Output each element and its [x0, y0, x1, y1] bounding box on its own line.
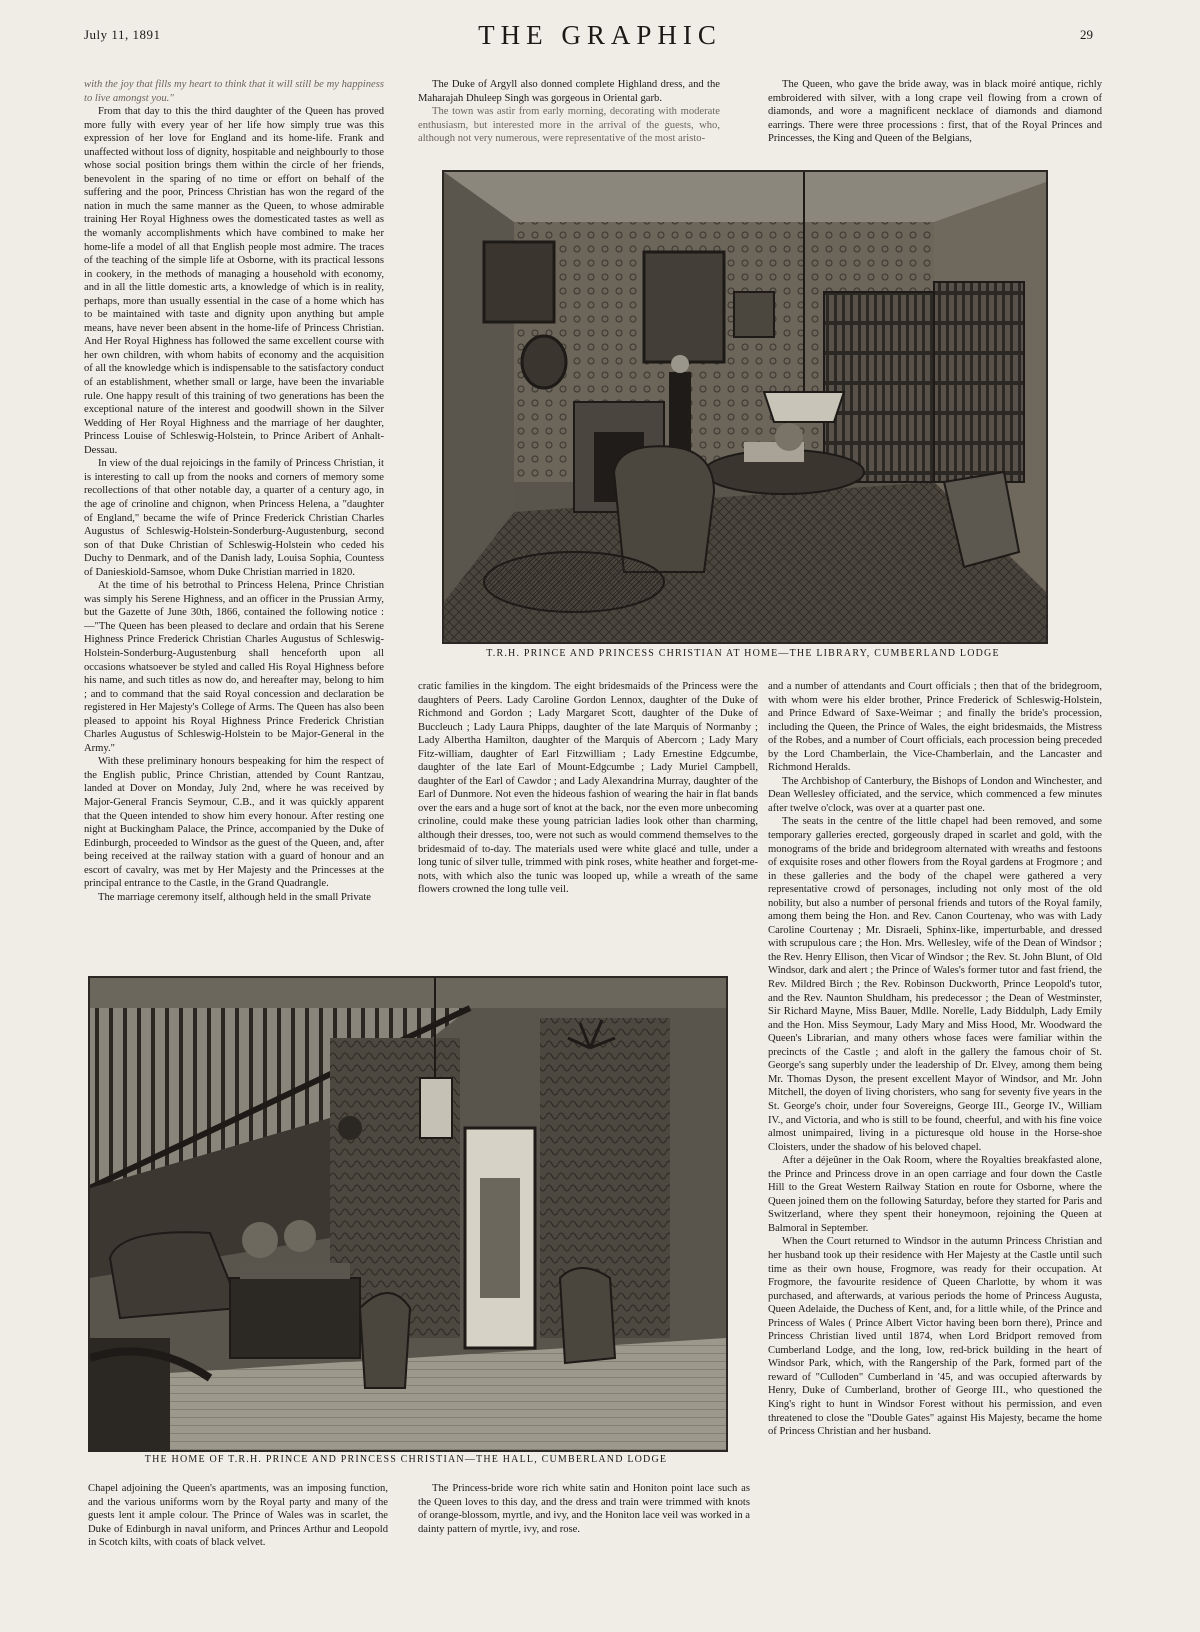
paragraph: Chapel adjoining the Queen's apartments, was an imposing function, and the various uniforms worn by the Royal party and many of the guests lent it ample colour. The Prince of Wales was in scarlet, the Duke of Edinburgh in naval uniform, and Princes Arthur and Leopold in Scotch kilts, with coats of black velvet.: [88, 1483, 388, 1549]
paragraph: The Princess-bride wore rich white satin and Honiton point lace such as the Queen loves to this day, and the dress and train were trimmed with knots of orange-blossom, myrtle, and ivy, and the Honiton lace veil was worked in a dainty pattern of myrtle, ivy, and rose.: [418, 1483, 750, 1535]
page-number: 29: [1080, 27, 1093, 42]
paragraph: From that day to this the third daughter of the Queen has proved more fully with every year of her life how simply true was this expression of her love for England and its home-life. Frank and unaffected without loss of dignity, hospitable and neighbourly to those whose social position brings them within the circle of her friends, benevolent in the sparing of no time or effort on behalf of the suffering and the poor, Princess Christian has won the regard of the nation in much the same manner as the Queen, to whose admirable training Her Royal Highness owes the domesticated tastes as well as the womanly accomplishments which have combined to make her home-life a model of all that English people most admire. The traces of the teaching of the simple life at Osborne, with its practical lessons in cookery, in the methods of managing a household with economy, and in all the little domestic arts, a knowledge of which is in reality, perhaps, more than usually essential in the case of a home which has to be maintained with taste and dignity upon anything but ample means, have never been absent in the home-life of Princess Christian. And Her Royal Highness has followed the same excellent course with her own children, with whom habits of economy and the acquisition of all the knowledge which is indispensable to the satisfactory conduct of an establishment, whether small or large, have been the invariable rule. One happy result of this training of two generations has been the exceptional nature of the interest and goodwill shown in the Silver Wedding of Her Royal Highness and the marriage of her daughter, Princess Louise of Schleswig-Holstein, to Prince Aribert of Anhalt-Dessau.: [84, 106, 384, 456]
paragraph: with the joy that fills my heart to think that it will still be my happiness to live amongst you.": [84, 79, 384, 104]
library-caption: T.R.H. PRINCE AND PRINCESS CHRISTIAN AT HOME—THE LIBRARY, CUMBERLAND LODGE: [486, 648, 1000, 659]
paragraph: The Duke of Argyll also donned complete Highland dress, and the Maharajah Dhuleep Singh was gorgeous in Oriental garb.: [418, 79, 720, 104]
publication-title: THE GRAPHIC: [478, 20, 722, 50]
column-3-text: [768, 680, 1102, 1560]
paragraph: The Queen, who gave the bride away, was in black moiré antique, richly embroidered with silver, with a long crape veil flowing from a crown of diamonds, and wore a magnificent necklace of diamonds and diamond earrings. There were three processions : first, that of the Royal Princes and Princesses, the King and Queen of the Belgians,: [768, 79, 1102, 144]
paragraph: cratic families in the kingdom. The eight bridesmaids of the Princess were the daughters of Peers. Lady Caroline Gordon Lennox, daughter of the Duke of Richmond and Gordon ; Lady Margaret Scott, daughter of the Duke of Buccleuch ; Lady Laura Phipps, daughter of the late Marquis of Normanby ; Lady Albertha Hamilton, daughter of the Marquis of Abercorn ; Lady Mary Fitz-william, daughter of Earl Fitzwilliam ; Lady Ernestine Edgcumbe, daughter of the late Earl of Mount-Edgcumbe ; Lady Muriel Campbell, daughter of the Earl of Cawdor ; and Lady Alexandrina Murray, daughter of the Earl of Dunmore. Not even the hideous fashion of wearing the hair in flat bands over the ears and a huge sort of knot at the back, nor the even more unbecoming crinoline, could make these young patrician ladies look other than charming, although their dresses, too, were not such as would commend themselves to the bridesmaid of to-day. The materials used were white glacé and tulle, under a long tunic of silver tulle, trimmed with pink roses, white heather and forget-me-nots, with which also the tunic was looped up, while a wreath of the same flowers crowned the long tulle veil.: [418, 681, 758, 896]
masthead: [0, 0, 1200, 60]
library-engraving: [442, 170, 1048, 644]
paragraph: With these preliminary honours bespeaking for him the respect of the English public, Prince Christian, attended by Count Rantzau, landed at Dover on Monday, July 2nd, where he was received by Major-General Francis Seymour, C.B., and it was quickly apparent that the Queen intended to show him every honour. After resting one night at Buckingham Palace, the Prince, accompanied by the Duke of Edinburgh, proceeded to Windsor as the guest of the Queen, and, after being received at the railway station with a guard of honour and an escort of cavalry, was met by Her Majesty and the Princesses at the principal entrance to the Castle, in the Grand Quadrangle.: [84, 756, 384, 890]
library-illustration: [444, 172, 1046, 642]
paragraph: At the time of his betrothal to Princess Helena, Prince Christian was simply his Serene Highness, and an officer in the Prussian Army, but the Gazette of June 30th, 1866, contained the following notice :—"The Queen has been pleased to declare and ordain that his Serene Highness Prince Frederick Christian Charles Augustus of Schleswig-Holstein-Sonderburg-Augustenburg shall henceforth upon all occasions whatsoever be styled and called His Royal Highness before his name, and such titles as now do, and hereafter may, belong to him ; and to command that the said Royal concession and declaration be registered in Her Majesty's College of Arms. The Queen has also been pleased to appoint his Royal Highness Prince Frederick Christian Charles Augustus of Schleswig-Holstein to be Major-General in the Army.": [84, 580, 384, 754]
column-2-top-text: [418, 78, 720, 144]
paragraph: and a number of attendants and Court officials ; then that of the bridegroom, with whom were his elder brother, Prince Frederick of Schleswig-Holstein, and Prince Edward of Saxe-Weimar ; and finally the bride's procession, including the Queen, the Prince of Wales, the eight bridesmaids, the Mistress of the Robes, and a number of Court officials, each procession being preceded by the Lord Chamberlain, the Vice-Chamberlain, and the Lancaster and Richmond Heralds.: [768, 681, 1102, 774]
paragraph: In view of the dual rejoicings in the family of Princess Christian, it is interesting to call up from the nooks and corners of memory some recollections of that other notable day, a quarter of a century ago, in the age of crinoline and chignon, when Princess Helena, a "daughter of England," became the wife of Prince Frederick Christian Charles Augustus of Schleswig-Holstein-Sonderburg-Augustenburg, second son of that Duke Christian of Schleswig-Holstein who ceded his Duchy to Denmark, and of the Danish lady, Louisa Sophia, Countess of Danieskiold-Samsoe, whom Duke Christian married in 1820.: [84, 458, 384, 578]
column-2-bottom-text: [418, 1482, 750, 1572]
hall-caption: THE HOME OF T.R.H. PRINCE AND PRINCESS CHRISTIAN—THE HALL, CUMBERLAND LODGE: [144, 1454, 668, 1465]
paragraph: After a déjeûner in the Oak Room, where the Royalties breakfasted alone, the Prince and Princess drove in an open carriage and four down the Castle Hill to the Great Western Railway Station en route for Osborne, where the Queen joined them on the following Saturday, before they started for Paris and Switzerland, where they spent their honeymoon, rejoining the Queen at Balmoral in September.: [768, 1155, 1102, 1234]
paragraph: The seats in the centre of the little chapel had been removed, and some temporary galleries erected, gorgeously draped in scarlet and gold, with the monograms of the bride and bridegroom alternated with wreaths and festoons of exquisite roses and other flowers from the Royal gardens at Frogmore ; and in these galleries and the body of the chapel were gathered a very representative crowd of personages, including not only most of the old nobility, but also a number of personal friends and tutors of the Royal family, among them being the Hon. and Rev. Canon Courtenay, who was with Lady Caroline Courtenay ; Mr. Disraeli, Sphinx-like, imperturbable, and dressed with scrupulous care ; the Hon. Mrs. Wellesley, wife of the Dean of Windsor ; the Rev. Henry Ellison, then Vicar of Windsor ; the Rev. St. John Blunt, of Old Windsor, dark and alert ; the Prince of Wales's former tutor and fast friend, the Rev. Mildred Birch ; the Rev. Robinson Duckworth, Prince Leopold's tutor, and the Rev. Naunton Shuldham, his predecessor ; the Dean of Westminster, Sir Richard Mayne, Miss Bauer, Mdlle. Norelle, Lady Biddulph, Lady Emily and the Hon. Miss Seymour, Lady Mary and Miss Hood, Mr. Woodward the Queen's Librarian, and many others whose faces were familiar within the precincts of the Castle ; and aloft in the gallery the famous choir of St. George's sang superbly under the leadership of Dr. Elvey, among them being Mr. Thomas Dyson, the present excellent Mayor of Windsor, and Mr. John Mitchell, the doyen of living choristers, who sang for seventy five years in the St. George's choir, under four Sovereigns, George III., George IV., William IV., and Victoria, and who is still to be found, cheerful, and with his fine voice almost unimpaired, living in a picturesque old house in the Horse-shoe Cloisters, under the shadow of his beloved chapel.: [768, 816, 1102, 1153]
paragraph: The marriage ceremony itself, although held in the small Private: [98, 891, 371, 903]
hall-illustration: [90, 978, 726, 1450]
column-1-bottom-text: [88, 1482, 388, 1572]
column-3-top-text: [768, 78, 1102, 144]
column-2-middle-text: [418, 680, 758, 940]
column-1-text: [84, 78, 384, 946]
issue-date: July 11, 1891: [84, 27, 161, 42]
paragraph: When the Court returned to Windsor in the autumn Princess Christian and her husband took up their residence with Her Majesty at the Castle until such time as their own house, Frogmore, was ready for their occupation. At Frogmore, the favourite residence of Queen Charlotte, by whom it was purchased, and afterwards, at various periods the home of Princess Augusta, Queen Adelaide, the Duchess of Kent, and, for a little while, of the Prince and Princess of Wales ( Prince Albert Victor having been born there), Prince and Princess Christian lived until 1874, when Lord Bridport removed from Cumberland Lodge, and the long, low, red-brick building in the heart of Windsor Park, which, with the Rangership of the Park, formed part of the reward of "Culloden" Cumberland in '45, and was occupied afterwards by Henry, Duke of Cumberland, brother of George III., who questioned the King's right to hunt in Windsor Forest without his permission, and even threatened to close the "Double Gates" against His Majesty, became the home of Princess Christian and her husband.: [768, 1236, 1102, 1438]
paragraph: The town was astir from early morning, decorating with moderate enthusiasm, but interested more in the arrival of the guests, who, although not very numerous, were representative of the most aristo-: [418, 106, 720, 144]
paragraph: The Archbishop of Canterbury, the Bishops of London and Winchester, and Dean Wellesley officiated, and the service, which commenced a few minutes after twelve o'clock, was over at a quarter past one.: [768, 775, 1102, 814]
hall-engraving: [88, 976, 728, 1452]
